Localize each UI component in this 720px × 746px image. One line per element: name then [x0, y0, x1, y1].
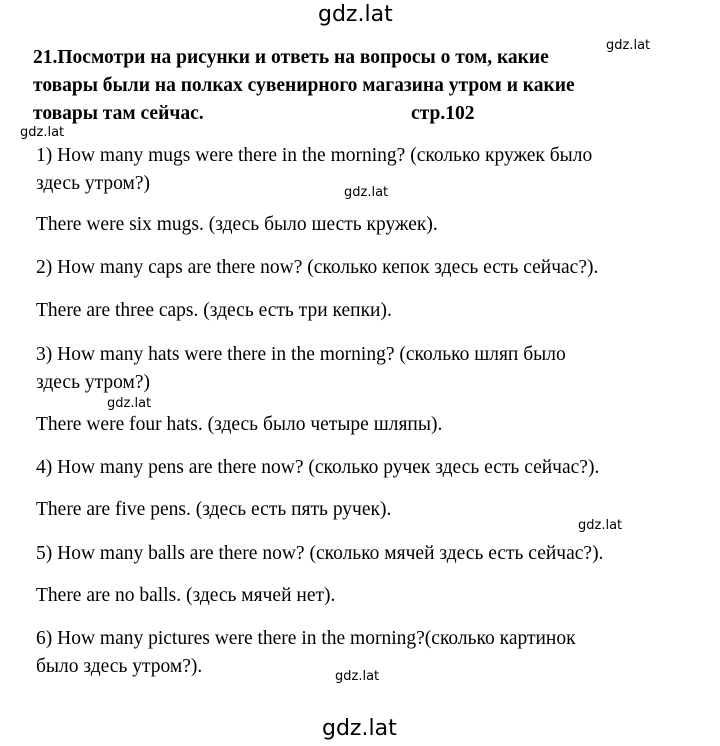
answer-5: There are no balls. (здесь мячей нет). — [36, 585, 336, 606]
answer-4: There are five pens. (здесь есть пять ручек). — [36, 499, 392, 520]
page-reference: стр.102 — [411, 103, 475, 124]
watermark: gdz.lat — [344, 185, 389, 200]
watermark: gdz.lat — [606, 38, 651, 53]
answer-2: There are three caps. (здесь есть три кепки). — [36, 300, 392, 321]
watermark: gdz.lat — [335, 669, 380, 684]
question-1-line-2: здесь утром?) — [36, 173, 150, 194]
title-line: товары были на полках сувенирного магазина утром и какие — [33, 75, 575, 96]
watermark: gdz.lat — [20, 125, 65, 140]
watermark-bottom: gdz.lat — [322, 716, 397, 741]
answer-1: There were six mugs. (здесь было шесть кружек). — [36, 214, 438, 235]
title-line: товары там сейчас. — [33, 103, 204, 124]
question-3-line-1: 3) How many hats were there in the morning? (сколько шляп было — [36, 344, 566, 365]
question-2: 2) How many caps are there now? (сколько кепок здесь есть сейчас?). — [36, 257, 599, 278]
exercise-title — [33, 44, 633, 128]
question-6-line-2: было здесь утром?). — [36, 656, 203, 677]
title-last-row — [33, 100, 633, 128]
question-6-line-1: 6) How many pictures were there in the morning?(сколько картинок — [36, 628, 576, 649]
watermark: gdz.lat — [107, 396, 152, 411]
question-3-line-2: здесь утром?) — [36, 372, 150, 393]
watermark-top: gdz.lat — [318, 2, 393, 27]
question-4: 4) How many pens are there now? (сколько ручек здесь есть сейчас?). — [36, 457, 600, 478]
question-1-line-1: 1) How many mugs were there in the morning? (сколько кружек было — [36, 145, 593, 166]
question-5: 5) How many balls are there now? (сколько мячей здесь есть сейчас?). — [36, 543, 604, 564]
answer-3: There were four hats. (здесь было четыре шляпы). — [36, 414, 443, 435]
title-line: 21.Посмотри на рисунки и ответь на вопросы о том, какие — [33, 47, 549, 68]
watermark: gdz.lat — [578, 518, 623, 533]
